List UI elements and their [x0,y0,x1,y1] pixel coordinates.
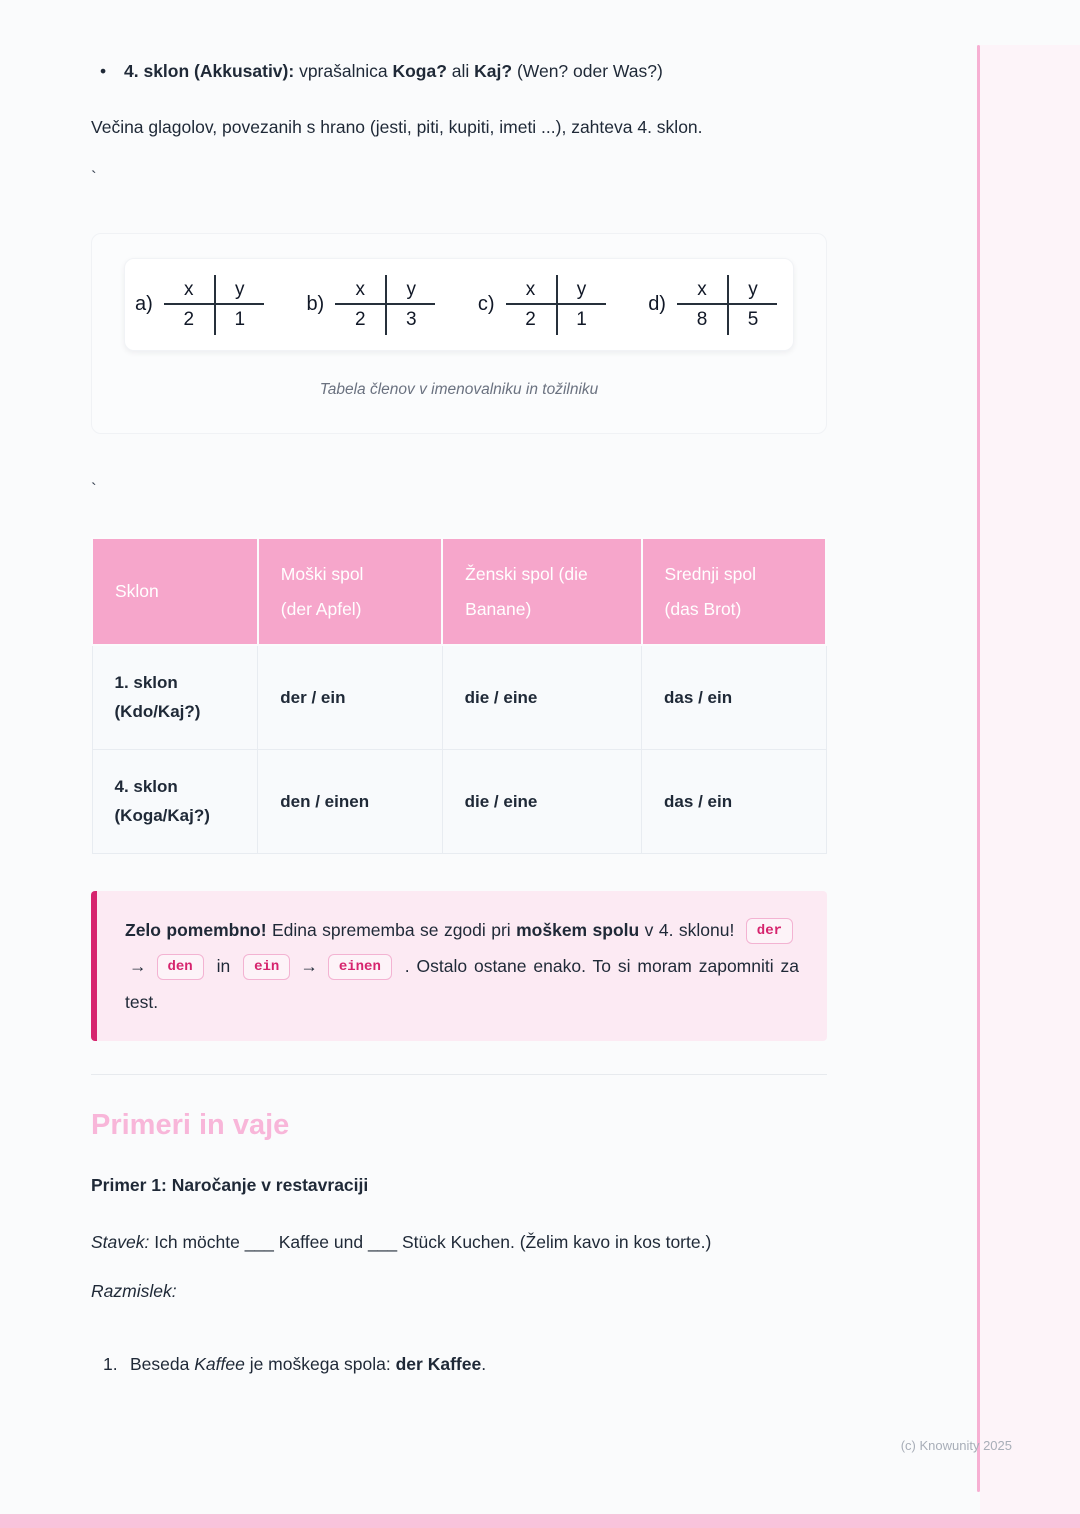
row-label-1-sklon [92,645,258,749]
stray-backtick-2: ` [91,480,97,499]
table-header-sklon [92,538,258,645]
table-row-akkusativ [92,749,826,853]
code-chip-einen: einen [328,954,392,980]
sentence-label: Stavek: [91,1231,150,1252]
list-number: 1. [103,1353,118,1374]
callout-text-4: . Ostalo ostane enako. To si moram zapomniti za test. [125,955,799,1012]
fraction-a-bottom-right: 1 [234,308,246,330]
header-line: Moški spol [280,563,364,584]
fraction-b-bottom-left: 2 [335,305,387,335]
declension-table [91,537,827,854]
fraction-b-top-left: x [335,275,387,305]
item-plain-1: Beseda [130,1353,195,1374]
item-plain-3: . [481,1353,487,1374]
item-answer: der Kaffee [395,1353,482,1374]
fraction-grid-b [335,275,435,335]
page-edge-line [977,45,980,1492]
sentence-paragraph [91,1229,827,1256]
figure-caption: Tabela členov v imenovalniku in tožilniku [319,381,599,398]
row-label-line: 1. sklon [114,673,178,693]
section-divider [91,1074,827,1075]
fraction-group-c [478,275,606,335]
fraction-b-bottom-right: 3 [405,308,417,330]
fraction-label-b: b) [306,293,325,315]
fraction-label-d: d) [648,293,666,315]
fraction-grid-d [677,275,777,335]
fraction-label-c: c) [477,293,495,315]
stray-backtick-1: ` [91,168,97,187]
code-chip-den: den [157,954,204,980]
fraction-a-bottom-left: 2 [164,305,216,335]
fraction-c-bottom-right: 1 [576,308,587,330]
fraction-c-top-right: y [558,275,606,305]
row-label-4-sklon [92,749,258,853]
code-chip-der: der [746,918,793,944]
row-label-line: 4. sklon [114,777,178,796]
cell-akkusativ-moski: den / einen [258,749,442,853]
row-label-line: (Kdo/Kaj?) [114,702,201,722]
fraction-grid-a [164,275,264,335]
bottom-page-divider [0,1514,1080,1528]
arrow-right-icon: → [300,955,318,976]
list-item-text [130,1351,486,1378]
cell-nominativ-moski: der / ein [258,645,442,749]
fraction-a-top-right: y [216,275,264,305]
fraction-a-top-left: x [164,275,216,305]
cell-nominativ-zenski: die / eine [442,645,641,749]
fraction-group-a [135,275,264,335]
fraction-panel [124,258,794,351]
fraction-label-a: a) [135,293,153,315]
bullet-item [91,58,827,85]
fraction-d-bottom-left: 8 [677,305,729,335]
example-title: Primer 1: Naročanje v restavraciji [91,1174,369,1195]
fraction-d-top-right: y [729,275,777,305]
bullet-text [124,58,663,85]
fraction-grid-c [506,275,606,335]
callout-text-1: Edina sprememba se zgodi pri [266,919,517,940]
figure-card [91,233,827,434]
fraction-b-top-right: y [387,275,435,305]
header-line: Sklon [115,581,159,601]
cell-akkusativ-srednji: das / ein [642,749,826,853]
callout-text-3: in [209,955,238,976]
header-line: Ženski spol (die [465,563,588,584]
think-paragraph [91,1278,827,1305]
bullet-question-kaj: Kaj? [474,61,513,81]
code-chip-ein: ein [243,954,290,980]
fraction-c-top-left: x [506,275,558,305]
header-line: Banane) [465,598,532,619]
important-callout [91,891,827,1041]
bullet-marker: • [100,61,107,81]
fraction-group-b [306,275,435,335]
table-header-row [92,538,826,645]
bullet-plain-3: (Wen? oder Was?) [512,61,663,81]
header-line: Srednji spol [664,563,756,584]
callout-title: Zelo pomembno! [125,919,267,940]
callout-text-2: v 4. sklonu! [639,919,740,940]
bullet-plain-2: ali [446,61,475,81]
document-content [91,0,827,1378]
fraction-c-bottom-left: 2 [506,305,558,335]
bullet-question-koga: Koga? [392,61,447,81]
footer-credit: (c) Knowunity 2025 [900,1438,1012,1453]
fraction-d-top-left: x [677,275,729,305]
bullet-term: 4. sklon (Akkusativ): [124,61,295,81]
right-margin-area [980,45,1080,1514]
table-header-srednji-spol [642,538,826,645]
table-header-zenski-spol [442,538,641,645]
fraction-d-bottom-right: 5 [747,308,759,330]
ordered-list-item-1 [91,1351,827,1378]
cell-akkusativ-zenski: die / eine [442,749,641,853]
bullet-plain-1: vprašalnica [294,61,393,81]
callout-emphasis: moškem spolu [516,919,640,940]
intro-paragraph: Večina glagolov, povezanih s hrano (jesti, piti, kupiti, imeti ...), zahteva 4. sklon. [91,117,703,137]
header-line: (das Brot) [664,598,742,619]
header-line: (der Apfel) [280,598,362,619]
cell-nominativ-srednji: das / ein [642,645,826,749]
item-word-kaffee: Kaffee [194,1353,245,1374]
fraction-group-d [648,275,777,335]
sentence-text: Ich möchte ___ Kaffee und ___ Stück Kuchen. (Želim kavo in kos torte.) [149,1231,712,1252]
think-label: Razmislek: [91,1280,177,1301]
item-plain-2: je moškega spola: [244,1353,396,1374]
row-label-line: (Koga/Kaj?) [114,806,210,825]
table-header-moski-spol [258,538,442,645]
arrow-right-icon: → [129,955,147,976]
section-heading: Primeri in vaje [91,1108,290,1141]
table-row-nominativ [92,645,826,749]
